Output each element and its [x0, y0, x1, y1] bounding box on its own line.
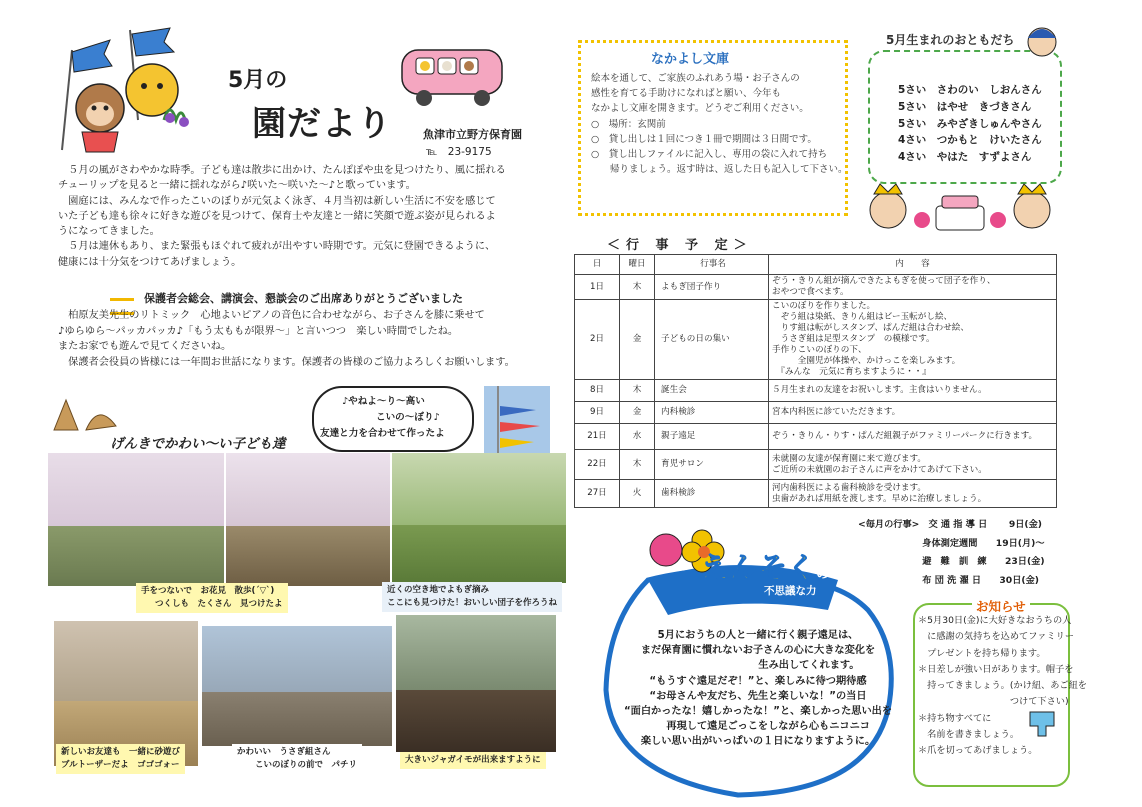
- schedule-header-row: 日 曜日 行事名 内 容: [575, 255, 1057, 275]
- monthly-events: <毎月の行事> 交 通 指 導 日 9日(金) 身体測定週間 19日(月)～ 避 難 訓 練 23日(金) 布 団 洗 濯 日 30日(金): [858, 519, 1045, 586]
- photo-rabbit-class: [202, 626, 392, 746]
- schedule-title: ＜行 事 予 定＞: [607, 238, 753, 253]
- speech-bubble: ♪やねよ～り～高い こいの～ぼり♪ 友達と力を合わせて作ったよ: [312, 386, 474, 452]
- bamboo-shoot-icon: [50, 396, 120, 432]
- thanks-text: 柏原友美先生のリトミック 心地よいピアノの音色に合わせながら、お子さんを膝に乗せて ♪ゆらゆら～パッカパッカ♪「もう太ももが限界～」と言いつつ 楽しい時間でしたね。 またお家でも遊んで見てくださいね。 保護者会役員の皆様には一年間お世話になります。保護者の皆様のご協力よろしくお願いします。: [58, 310, 515, 368]
- photo-yomogi-picking: [392, 453, 566, 583]
- table-row: 21日 水 親子遠足 ぞう・きりん・りす・ぱんだ組親子がファミリーパークに行きます。: [575, 424, 1057, 450]
- photo-cherry-blossom-walk-2: [226, 453, 390, 586]
- table-row: 22日 木 育児サロン 未就園の友達が保育園に来て遊びます。 ご近所の未就園のお子さんに声をかけてあげて下さい。: [575, 450, 1057, 480]
- school-bus-illustration: [398, 42, 508, 112]
- notice-title: お知らせ: [972, 597, 1030, 615]
- school-name: 魚津市立野方保育園: [423, 128, 522, 141]
- notice-text: ＊5月30日(金)に大好きなおうちの人 に感謝の気持ちを込めてファミリー プレゼントを持ち帰ります。 ＊日差しが強い日があります。帽子を 持ってきましょう。(かけ紐、あご紐を つけて下さい) ＊持ち物すべてに 名前を書きましょう。 ＊爪を切ってあげましょう。: [918, 615, 1087, 757]
- thanks-heading: 保護者会総会、講演会、懇談会のご出席ありがとうございました: [100, 290, 500, 319]
- photo-cherry-blossom-walk-1: [48, 453, 224, 586]
- caption-photo-1: 手をつないで お花見 散歩(´▽`) つくしも たくさん 見つけたよ: [136, 583, 288, 613]
- caption-photo-3: 新しいお友達も 一緒に砂遊び ブルトーザーだよ ゴゴゴォー: [56, 744, 185, 774]
- carp-streamer-mascots-illustration: [52, 20, 202, 155]
- character-icon: [1022, 20, 1062, 60]
- table-row: 9日 金 内科検診 宮本内科医に診ていただきます。: [575, 402, 1057, 424]
- ensoku-text: 5月におうちの人と一緒に行く親子遠足は、 まだ保育園に慣れないお子さんの心に大きな変化を 生み出してくれます。 “もうすぐ遠足だぞ！”と、楽しみに待つ期待感 “お母さんや友だち、先生と楽しいな！”の当日 “面白かったな！嬉しかったな！”と、楽しかった思い出を 再現して遠足ごっこをしながら心もニコニコ 楽しい思い出がいっぱいの１日になりますように。: [623, 630, 893, 748]
- birthday-list: 5さい さわのい しおんさん 5さい はやせ きづきさん 5さい みやざきしゅんやさん 4さい つかもと けいたさん 4さい やはた すずよさん: [898, 84, 1042, 164]
- caption-photo-4: かわいい うさぎ組さん こいのぼりの前で パチリ: [232, 744, 362, 774]
- intro-text: ５月の風がさわやかな時季。子ども達は散歩に出かけ、たんぽぽや虫を見つけたり、風に揺れる チューリップを見ると一緒に揺れながら♪咲いた～咲いた～♪と歌っています。 園庭には、みんなで作ったこいのぼりが元気よく泳ぎ、４月当初は新しい生活に不安を感じて いた子ども達も徐々に好きな遊びを見つけて、保育士や友達と一緒に笑顔で遊ぶ姿が見られるよ うになってきました。 ５月は連休もあり、また緊張もほぐれて疲れが出やすい時期です。元気に登園できるように、 健康には十分気をつけてあげましょう。: [58, 165, 506, 268]
- school-phone: ℡ 23-9175: [426, 146, 492, 158]
- library-text: 絵本を通して、ご家族のふれあう場・お子さんの 感性を育てる手助けになればと願い、今年も なかよし文庫を開きます。どうぞご利用ください。 ○ 場所：玄関前 ○ 貸し出しは１回につき１冊で期間は３日間です。 ○ 貸し出しファイルに記入し、専用の袋に入れて持ち 帰りましょう。返す時は、返した日も記入して下さい。: [591, 73, 848, 176]
- ensoku-title: えんそくの: [700, 551, 831, 585]
- title-month: 5月の: [228, 68, 288, 93]
- caption-photo-5: 大きいジャガイモが出来ますように: [400, 752, 546, 769]
- page-title: 園だより: [252, 104, 392, 144]
- library-title: なかよし文庫: [651, 52, 730, 67]
- table-row: 2日 金 子どもの日の集い こいのぼりを作りました。 ぞう組は染紙、きりん組はビー玉転がし絵、 りす組は転がしスタンプ、ぱんだ組は合わせ絵、 うさぎ組は足型スタンプ の模様です。 手作りこいのぼりの下、 全園児が体操や、かけっこを楽しみます。 『みんな 元気に育ちますように・・』: [575, 300, 1057, 380]
- table-row: 8日 木 誕生会 ５月生まれの友達をお祝いします。主食はいりません。: [575, 380, 1057, 402]
- kids-heading: げんきでかわい～い子ども達: [110, 436, 286, 452]
- birthday-cake-kids-illustration: [862, 178, 1058, 240]
- table-row: 27日 火 歯科検診 河内歯科医による歯科検診を受けます。 虫歯があれば用紙を渡します。早めに治療しましょう。: [575, 480, 1057, 508]
- table-row: 1日 木 よもぎ団子作り ぞう・きりん組が摘んできたよもぎを使って団子を作り、 おやつで食べます。: [575, 275, 1057, 300]
- caption-photo-2: 近くの空き地でよもぎ摘み ここにも見つけた！おいしい団子を作ろうね: [382, 582, 562, 612]
- birthday-title: 5月生まれのおともだち: [886, 33, 1015, 47]
- ensoku-subtitle: 不思議な力: [764, 585, 817, 597]
- clothes-icon: [1026, 708, 1058, 738]
- schedule-table: [574, 254, 1057, 508]
- photo-potato-planting: [396, 615, 556, 752]
